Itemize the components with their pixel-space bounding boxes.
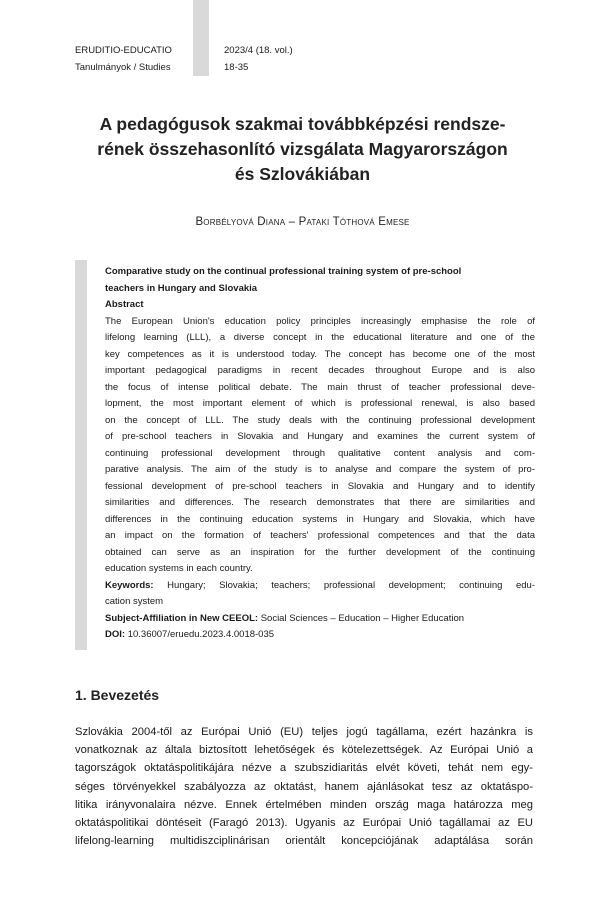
journal-name: ERUDITIO-EDUCATIO bbox=[75, 45, 172, 56]
affiliation-label: Subject-Affiliation in New CEEOL: bbox=[105, 612, 259, 624]
body-line: litika irányvonalaira nézve. Ennek értelmében minden ország maga határozza meg bbox=[75, 798, 533, 811]
abstract-decor-bar bbox=[75, 260, 87, 650]
author-line: Borbélyová Diana – Pataki Tóthová Emese bbox=[195, 216, 410, 228]
abstract-line: lopment, the most important element of which is professional renewal, is also based bbox=[105, 398, 535, 409]
journal-header bbox=[75, 42, 172, 76]
abstract-english-title: teachers in Hungary and Slovakia bbox=[105, 282, 258, 294]
body-line: séges törvényekkel szabályozza az oktatást, hanem ajánlásokat tesz az oktatáspo- bbox=[75, 780, 533, 793]
body-line: vonatkoznak az általa biztosított lehetőségek és kötelezettségek. Az Európai Unió a bbox=[75, 744, 533, 757]
abstract-line: continuing professional development through qualitative content analysis and com- bbox=[105, 447, 535, 459]
abstract-line: lifelong learning (LLL), a diverse concept in the educational literature and one of the bbox=[105, 332, 535, 343]
keywords-label: Keywords: bbox=[105, 579, 154, 591]
abstract-line: on the concept of LLL. The study deals with the continuing professional development bbox=[105, 414, 535, 426]
keywords-value: Hungary; Slovakia; teachers; professional development; continuing edu- bbox=[153, 579, 535, 591]
abstract-line: education systems in each country. bbox=[105, 563, 253, 574]
abstract-line: an impact on the formation of teachers' professional competences and that the data bbox=[105, 530, 535, 541]
article-title bbox=[60, 112, 545, 187]
abstract-line: obtained can serve as an inspiration for the further development of the continuing bbox=[105, 546, 535, 558]
abstract-line: key competences as it is understood today. The concept has become one of the most bbox=[105, 348, 535, 360]
body-line: lifelong-learning multidiszciplinárisan orientált koncepciójának adaptálása során bbox=[75, 835, 533, 848]
keywords-line bbox=[105, 578, 535, 595]
abstract-line: differences in the continuing education systems in Hungary and Slovakia, which have bbox=[105, 513, 535, 525]
body-line: tagországok oktatáspolitikájára nézve a szubszidiaritás elvét követi, tehát nem egy- bbox=[75, 762, 533, 775]
issue-info bbox=[224, 42, 293, 76]
title-line: és Szlovákiában bbox=[234, 164, 371, 184]
page-range: 18-35 bbox=[224, 62, 249, 73]
abstract-line: similarities and differences. The research demonstrates that there are similarities and bbox=[105, 497, 535, 508]
abstract-heading: Abstract bbox=[105, 299, 144, 310]
abstract-line: parative analysis. The aim of the study is to analyse and compare the system of pro- bbox=[105, 464, 535, 475]
keywords-line-cont: cation system bbox=[105, 596, 164, 607]
doi-line bbox=[105, 627, 535, 644]
affiliation-value: Social Sciences – Education – Higher Education bbox=[258, 612, 465, 624]
abstract-line: of pre-school teachers in Slovakia and Hungary and examines the current system of bbox=[105, 431, 535, 442]
abstract-line: important pedagogical paradigms in recent decades throughout Europe and is also bbox=[105, 365, 535, 376]
issue-volume: 2023/4 (18. vol.) bbox=[224, 45, 293, 56]
affiliation-line bbox=[105, 611, 535, 628]
doi-label: DOI: bbox=[105, 629, 126, 640]
doi-value[interactable]: 10.36007/eruedu.2023.4.0018-035 bbox=[125, 629, 275, 640]
body-paragraph bbox=[75, 723, 533, 850]
abstract-line: The European Union's education policy principles increasingly emphasise the role of bbox=[105, 315, 535, 327]
title-line: A pedagógusok szakmai továbbképzési rendsze- bbox=[99, 114, 506, 134]
journal-section: Tanulmányok / Studies bbox=[75, 62, 171, 73]
section-heading: 1. Bevezetés bbox=[75, 687, 160, 703]
body-line: oktatáspolitikai döntéseit (Faragó 2013). Ugyanis az Európai Unió tagállamai az EU bbox=[75, 817, 533, 830]
abstract-block bbox=[105, 264, 535, 644]
title-line: rének összehasonlító vizsgálata Magyarországon bbox=[97, 139, 508, 159]
abstract-line: fessional development of pre-school teachers in Slovakia and Hungary and to identify bbox=[105, 480, 535, 492]
abstract-english-title: Comparative study on the continual professional training system of pre-school bbox=[105, 266, 462, 277]
header-decor-bar bbox=[193, 0, 209, 76]
abstract-line: the focus of intense political debate. The main thrust of teacher professional deve- bbox=[105, 381, 535, 393]
body-line: Szlovákia 2004-től az Európai Unió (EU) teljes jogú tagállama, ezért hazánkra is bbox=[75, 726, 533, 738]
